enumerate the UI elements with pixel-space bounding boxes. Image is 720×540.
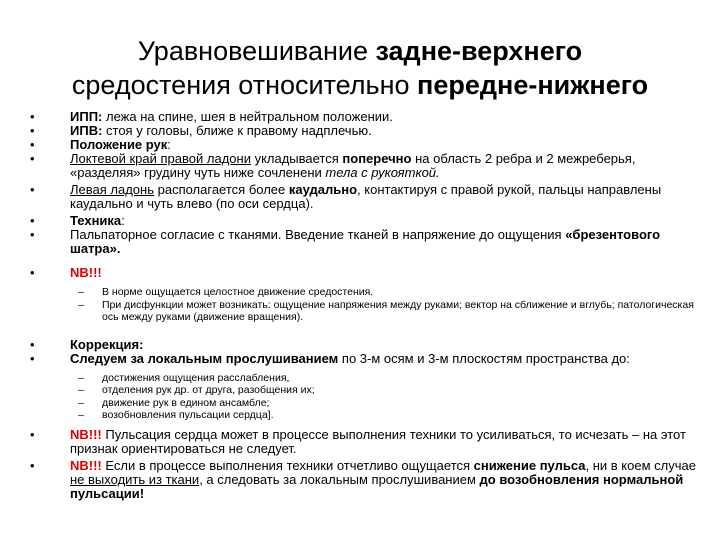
dash: – — [78, 371, 84, 384]
bullet: • — [30, 182, 35, 197]
sub-item: – отделения рук др. от друга, разобщения их; — [30, 384, 700, 397]
list-item-elbow: • Локтевой край правой ладони укладывается поперечно на область 2 ребра и 2 межреберья, «разделяя» грудину чуть ниже сочленени тела с рукояткой. — [30, 151, 636, 180]
sub-item: – движение рук в едином ансамбле; — [30, 397, 700, 410]
bullet: • — [30, 350, 35, 366]
bullet: • — [30, 123, 35, 138]
title-line-1: Уравновешивание задне-верхнего — [137, 36, 583, 66]
bullet: • — [30, 265, 35, 280]
sub-item: – достижения ощущения расслабления, — [30, 372, 700, 385]
bullet: • — [30, 336, 35, 352]
sub-item: – В норме ощущается целостное движение средостения. — [30, 286, 700, 299]
bullet: • — [30, 151, 35, 166]
list-item-nb: • NB!!! — [30, 265, 102, 280]
dash: – — [78, 298, 84, 311]
dash: – — [78, 384, 84, 396]
list-item-ipp: • ИПП: лежа на спине, шея в нейтральном положении. — [30, 109, 393, 124]
dash: – — [78, 286, 84, 298]
list-item-technique: • Техника: — [30, 213, 125, 228]
bullet: • — [30, 109, 35, 124]
bullet: • — [30, 137, 35, 152]
bullet: • — [30, 426, 35, 442]
list-item-nb-pulse-decrease: • NB!!! Если в процессе выполнения техники отчетливо ощущается снижение пульса, ни в коем случае не выходить из ткани, а следовать за локальным прослушиванием до возобновления нормальной пульсации! — [30, 457, 696, 501]
sub-item: – При дисфункции может возникать: ощущение напряжения между руками; вектор на сближение и вглубь; патологическая ось между руками (движение вращения). — [30, 299, 700, 324]
list-item-palpation: • Пальпаторное согласие с тканями. Введение тканей в напряжение до ощущения «брезентового шатра». — [30, 227, 661, 256]
list-item-left-palm: • Левая ладонь располагается более каудально, контактируя с правой рукой, пальцы направлены каудально и чуть влево (по оси сердца). — [30, 182, 662, 211]
follow-sublist — [30, 372, 700, 422]
slide-title — [0, 34, 720, 102]
nb-sublist — [30, 286, 700, 324]
list-item-nb-pulsation: • NB!!! Пульсация сердца может в процессе выполнения техники то усиливаться, то исчезать – на этот признак ориентироваться не следует. — [30, 426, 686, 456]
sub-item: – возобновления пульсации сердца]. — [30, 409, 700, 422]
dash: – — [78, 409, 84, 421]
bullet: • — [30, 213, 35, 228]
dash: – — [78, 396, 84, 409]
title-line-2: средостения относительно передне-нижнего — [71, 70, 649, 100]
slide-content — [30, 110, 700, 501]
bullet: • — [30, 457, 35, 473]
list-item-hands: • Положение рук: — [30, 137, 171, 152]
list-item-correction: • Коррекция: — [30, 336, 144, 352]
bullet: • — [30, 227, 35, 242]
list-item-ipv: • ИПВ: стоя у головы, ближе к правому надплечью. — [30, 123, 372, 138]
list-item-follow: • Следуем за локальным прослушиванием по 3-м осям и 3-м плоскостям пространства до: — [30, 350, 630, 366]
